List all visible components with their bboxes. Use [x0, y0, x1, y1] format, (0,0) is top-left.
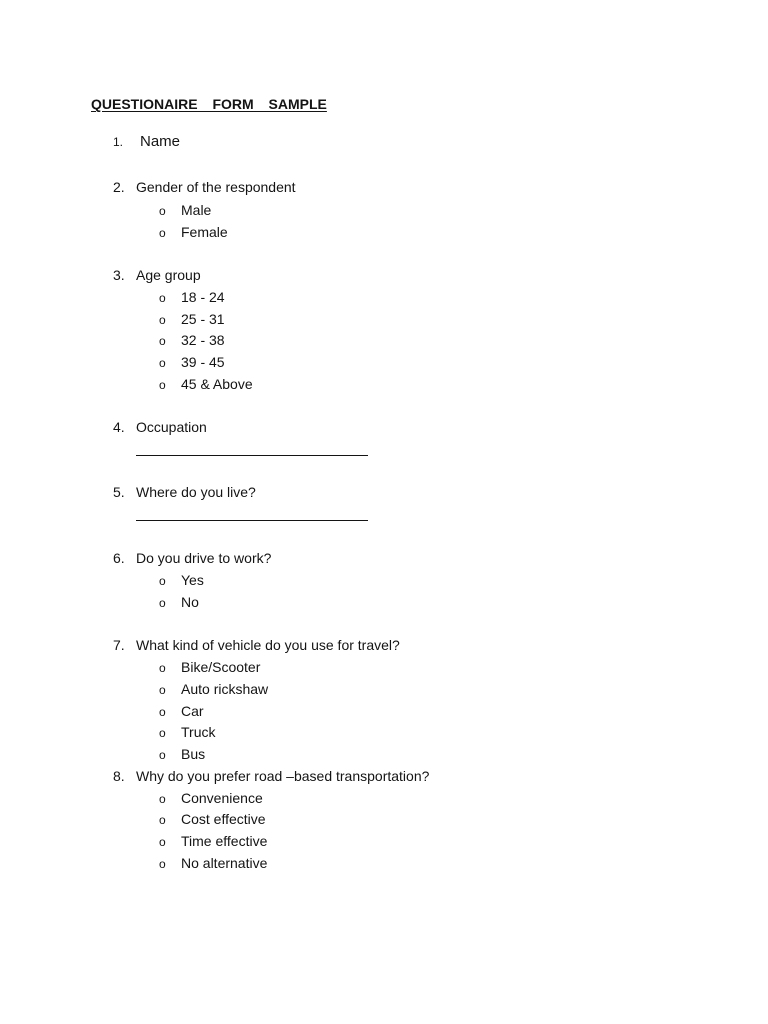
bullet-icon: o — [159, 748, 166, 762]
question-1 — [113, 133, 180, 151]
option-label: Cost effective — [181, 811, 266, 827]
bullet-icon: o — [159, 596, 166, 610]
option-label: Auto rickshaw — [181, 681, 269, 697]
option-label: No — [181, 594, 199, 610]
question-2 — [113, 179, 296, 197]
option-item — [159, 703, 204, 720]
question-number: 2. — [113, 179, 125, 195]
option-item — [159, 681, 268, 698]
option-label: 18 - 24 — [181, 289, 225, 305]
question-text: Do you drive to work? — [136, 550, 272, 566]
bullet-icon: o — [159, 857, 166, 871]
bullet-icon: o — [159, 226, 166, 240]
bullet-icon: o — [159, 683, 166, 697]
question-number: 3. — [113, 267, 125, 283]
form-title: QUESTIONAIRE FORM SAMPLE — [91, 96, 327, 112]
question-7 — [113, 637, 400, 655]
bullet-icon: o — [159, 204, 166, 218]
bullet-icon: o — [159, 356, 166, 370]
option-label: 39 - 45 — [181, 354, 225, 370]
option-label: Truck — [181, 724, 216, 740]
bullet-icon: o — [159, 705, 166, 719]
question-text: Age group — [136, 267, 201, 283]
bullet-icon: o — [159, 574, 166, 588]
question-text: Name — [140, 133, 181, 150]
question-number: 6. — [113, 550, 125, 566]
option-item — [159, 724, 215, 741]
option-item — [159, 289, 225, 306]
option-item — [159, 332, 225, 349]
question-8 — [113, 768, 429, 786]
option-item — [159, 811, 266, 828]
option-item — [159, 224, 228, 241]
question-number: 5. — [113, 484, 125, 500]
option-label: No alternative — [181, 855, 268, 871]
option-item — [159, 855, 267, 872]
question-number: 1. — [113, 135, 124, 149]
option-item — [159, 594, 199, 611]
bullet-icon: o — [159, 835, 166, 849]
option-item — [159, 311, 225, 328]
bullet-icon: o — [159, 726, 166, 740]
option-label: Bus — [181, 746, 206, 762]
option-label: Time effective — [181, 833, 268, 849]
question-number: 8. — [113, 768, 125, 784]
option-label: Bike/Scooter — [181, 659, 261, 675]
option-item — [159, 354, 225, 371]
question-text: What kind of vehicle do you use for travel? — [136, 637, 400, 653]
bullet-icon: o — [159, 334, 166, 348]
option-item — [159, 202, 211, 219]
question-4 — [113, 419, 207, 437]
answer-line — [136, 455, 368, 456]
question-number: 4. — [113, 419, 125, 435]
question-number: 7. — [113, 637, 125, 653]
option-item — [159, 659, 260, 676]
option-item — [159, 376, 253, 393]
bullet-icon: o — [159, 378, 166, 392]
option-label: Male — [181, 202, 212, 218]
question-text: Where do you live? — [136, 484, 256, 500]
question-text: Gender of the respondent — [136, 179, 296, 195]
option-item — [159, 746, 205, 763]
option-label: Car — [181, 703, 204, 719]
bullet-icon: o — [159, 792, 166, 806]
option-label: Yes — [181, 572, 204, 588]
option-label: 45 & Above — [181, 376, 253, 392]
option-item — [159, 790, 263, 807]
answer-line — [136, 520, 368, 521]
bullet-icon: o — [159, 813, 166, 827]
option-label: 25 - 31 — [181, 311, 225, 327]
question-6 — [113, 550, 271, 568]
bullet-icon: o — [159, 313, 166, 327]
option-label: Convenience — [181, 790, 263, 806]
question-text: Why do you prefer road –based transportation? — [136, 768, 430, 784]
question-3 — [113, 267, 201, 285]
option-label: Female — [181, 224, 228, 240]
option-item — [159, 572, 204, 589]
question-5 — [113, 484, 256, 502]
option-item — [159, 833, 267, 850]
bullet-icon: o — [159, 661, 166, 675]
option-label: 32 - 38 — [181, 332, 225, 348]
bullet-icon: o — [159, 291, 166, 305]
question-text: Occupation — [136, 419, 207, 435]
